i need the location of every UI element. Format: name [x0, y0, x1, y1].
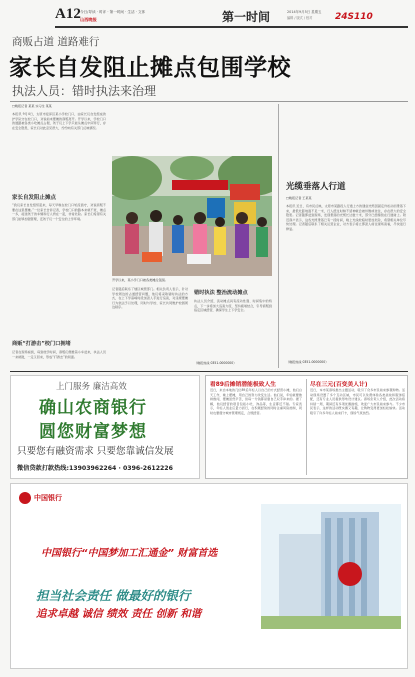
- boc-bank-name: 中国银行: [34, 494, 62, 502]
- boc-values: 追求卓越 诚信 绩效 责任 创新 和谐: [36, 608, 202, 620]
- header-rule: [55, 26, 408, 28]
- side-hotline: （晚报热线 0351-0000000）: [286, 360, 329, 364]
- article-hotline: （晚报热线 0351-0000000）: [194, 361, 237, 365]
- brief-divider: [306, 379, 307, 475]
- photo-caption: 开学以来，某小学门口被各类摊点包围。: [112, 278, 168, 282]
- section-nav[interactable]: 今日/导读 · 时评 · 第一时间 · 生活 · 文体: [80, 10, 146, 14]
- paper-name: 山西晚报: [80, 17, 97, 22]
- side-column-rule: [278, 104, 279, 368]
- bank-ad-slogan: 只要您有融资需求 只要您靠诚信发展: [17, 446, 174, 457]
- brief-2-body: 近日，本市某商场推出主题活动，吸引了众多市民前来参观购物。活动现场设置了多个互动区域，市民可以免费体验各类美妆和服饰搭配，还有专业人员提供形象设计建议。商场负责人介绍，此次活动将持续一周，期间还有多项优惠措施，欢迎广大市民前来参与。不少市民表示，这样的活动既实惠又有趣，让购物变得更加轻松愉快。活动吸引了许多年轻人前来打卡，现场气氛热烈。: [310, 388, 405, 415]
- boc-building-illustration: [261, 504, 401, 629]
- byline: □晚报记者 某某 实习生 某某: [12, 104, 52, 108]
- bank-ad-tagline: 上门服务 廉洁高效: [56, 382, 127, 392]
- article-subhead: 执法人员：错时执法来治理: [12, 84, 157, 98]
- article-headline: 家长自发阻止摊点包围学校: [9, 55, 291, 81]
- boc-ad[interactable]: [10, 483, 408, 669]
- boc-banner: 中国银行“中国梦加工汇通金” 财富首选: [41, 548, 218, 559]
- boc-logo-icon: [19, 492, 31, 504]
- brief-2-headline: 尽在三元(百变美人计): [310, 382, 368, 388]
- bank-ad[interactable]: [10, 375, 200, 479]
- col1-subheading: 家长自发阻止摊点: [12, 195, 57, 201]
- article-body-col2: 记者随后联系了辖区城管部门。相关负责人表示，针对学校周边的占道经营问题，他们将采取错时执法的方式，在上下学高峰时段加派人手进行巡查，对违规摆摊行为依法予以处理，同时与学校、家长共同维护校园周边秩序。: [112, 287, 188, 309]
- brief-1-body: 近日，来自本地的几位89后年轻人以自己的方式经营小摊，他们白天工作，晚上摆摊，用自己的努力改变生活。他们说，年轻就要敢拼敢闯，摆摊虽然辛苦，但每一分钱都是靠自己双手挣来的。据了解，他们经营的项目包括小吃、饰品等，生意都还不错。专家表示，年轻人创业应量力而行，在积累经验的同时注重风险控制，同时也要遵守城市管理规定，合规经营。: [210, 388, 302, 415]
- section-rule: [10, 371, 408, 372]
- article-body-col1: 本报讯 9月4日，太原市迎泽区某小学校门口，由家长们自发组成的护学队守在校门口，劝说前来摆摊的商贩离开。开学以来，学校门口的道路被各类小吃摊点占据，孩子们上下学只能从摊点中间穿行，存在安全隐患，家长们对此意见很大，纷纷向有关部门反映情况。: [12, 112, 106, 130]
- page-number: A12: [55, 6, 81, 22]
- side-article-body: 本报讯 近日，有市民反映，太原市某路段人行道上方的通信光缆因固定件松动而垂落下来，最低处距地面不足一米，行人经过时稍不留神就会被绊倒或挂住，存在很大的安全隐患。记者随即赶到现场，发现垂落的光缆长达数十米，部分已经缠绕在行道树上。附近商户表示，这些光缆垂落已有一段时间，晚上光线较暗时更加危险，希望相关单位尽快处理。记者随后联系了相关运营企业，对方表示将立即派人前往现场查看，尽快进行修复。: [286, 204, 406, 231]
- brief-1-headline: 看89后摊销潜能极致人生: [210, 382, 277, 388]
- subhead-rule: [10, 101, 408, 102]
- brief-box: [205, 375, 408, 479]
- bank-ad-title-2: 圆您财富梦想: [39, 422, 147, 442]
- editor-line: 编辑 / 版式 / 校对: [287, 16, 313, 20]
- boc-slogan-main: 担当社会责任 做最好的银行: [36, 588, 191, 603]
- bank-ad-title-1: 确山农商银行: [39, 398, 147, 418]
- article-body-col1b: “我们家长自发组织起来，每天早晚在校门口轮流值守，劝说商贩不要在这里摆摊。”一位家长告诉记者，学校门口的路本来就不宽，摊点一多，接送孩子的车辆和行人挤在一起，非常危险。家长们希望有关部门能够加强管理，还孩子们一个安全的上学环境。: [12, 203, 106, 221]
- issue-date: 2014年9月5日 星期五: [287, 10, 322, 14]
- article-kicker: 商贩占道 道路难行: [12, 36, 100, 48]
- side-byline: □晚报记者 王某某: [286, 196, 312, 200]
- bank-ad-hotline[interactable]: 微信贷款打款热线:13903962264 · 0396-2612226: [17, 465, 173, 472]
- col1-subheading-2: 商贩“打游击”校门口拥堵: [12, 341, 71, 347]
- article-body-col1c: 记者在现场看到，每到放学时间，商贩们便推着小车赶来，执法人员一来就散，一走又回来，形成“打游击”的局面。: [12, 350, 106, 359]
- header-logo-mark: 24S110: [335, 12, 373, 22]
- side-headline: 光缆垂落人行道: [286, 182, 346, 192]
- article-body-col3: 执法人员介绍，流动摊点具有流动性强、时间集中的特点，下一步将加大巡查力度，坚持疏堵结合，引导商贩到指定区域经营，确保学生上下学安全。: [194, 299, 272, 312]
- news-photo: [112, 156, 272, 276]
- section-title: 第一时间: [222, 10, 271, 24]
- col2-subheading: 错时执法 整治流动摊点: [194, 290, 248, 296]
